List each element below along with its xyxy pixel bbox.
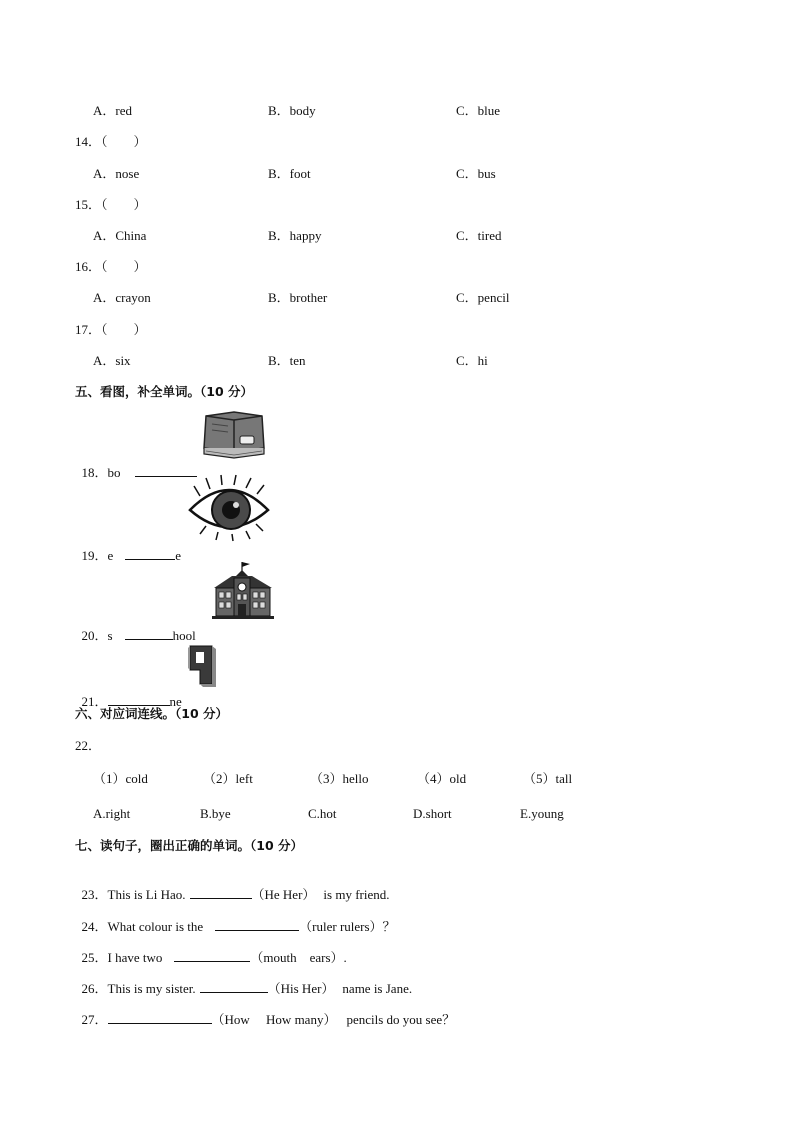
q17-option-c: C．hi: [456, 353, 488, 368]
q14-option-a: A．nose: [93, 166, 140, 181]
match-answer[interactable]: D.short: [413, 806, 452, 821]
q27-text-end: pencils do you see？: [346, 1012, 456, 1027]
q16-option-b: B．brother: [268, 290, 328, 305]
q22-number: 22．: [75, 738, 102, 753]
eye-icon: [186, 474, 272, 542]
match-word[interactable]: （1）cold: [93, 771, 148, 786]
match-answer[interactable]: C.hot: [308, 806, 337, 821]
q21-number: 21．: [81, 694, 108, 709]
q20-line: [75, 611, 196, 644]
q26-blank[interactable]: [200, 980, 268, 993]
match-word[interactable]: （2）left: [203, 771, 253, 786]
q26-text: 26．This is my sister.: [81, 981, 196, 996]
q24-blank[interactable]: [215, 918, 299, 931]
q15-option-b: B．happy: [268, 228, 322, 243]
q21-suffix: ne: [169, 694, 182, 709]
book-icon: [198, 408, 270, 460]
q19-line: [75, 531, 181, 564]
q14-option-c: C．bus: [456, 166, 496, 181]
q17-option-a: A．six: [93, 353, 131, 368]
q27-number: 27．: [81, 1012, 108, 1027]
q17-option-b: B．ten: [268, 353, 306, 368]
q21-blank[interactable]: [108, 693, 170, 706]
q25-text: 25．I have two: [81, 950, 163, 965]
q24-choices[interactable]: （ruler rulers）？: [299, 919, 396, 934]
q18-number: 18．bo: [81, 465, 121, 480]
q24-line: [75, 902, 396, 935]
q13-option-c: C．blue: [456, 103, 501, 118]
match-word[interactable]: （3）hello: [310, 771, 369, 786]
q25-line: [75, 933, 347, 966]
q26-text-end: name is Jane.: [342, 981, 413, 996]
q13-option-a: A．red: [93, 103, 132, 118]
q14-option-b: B．foot: [268, 166, 311, 181]
q24-text: 24．What colour is the: [81, 919, 204, 934]
q18-line: [75, 448, 197, 481]
match-answer[interactable]: A.right: [93, 806, 131, 821]
q25-blank[interactable]: [174, 949, 250, 962]
q19-number: 19．e: [81, 548, 114, 563]
match-word[interactable]: （4）old: [417, 771, 467, 786]
match-answer[interactable]: E.young: [520, 806, 564, 821]
q20-suffix: hool: [172, 628, 196, 643]
q23-blank[interactable]: [190, 886, 252, 899]
section5-heading: 五、看图，补全单词。（10 分）: [75, 384, 253, 399]
match-answer[interactable]: B.bye: [200, 806, 231, 821]
number-nine-icon: [184, 642, 218, 688]
q27-blank[interactable]: [108, 1011, 212, 1024]
section6-heading: 六、对应词连线。（10 分）: [75, 706, 228, 721]
q16-option-c: C．pencil: [456, 290, 510, 305]
q14-stem: 14．（ ）: [75, 134, 147, 149]
q19-blank[interactable]: [125, 547, 175, 560]
school-icon: [210, 560, 276, 620]
q27-line: [75, 995, 455, 1028]
q16-stem: 16．（ ）: [75, 259, 147, 274]
q23-choices[interactable]: （He Her）: [251, 887, 316, 902]
q23-text-end: is my friend.: [323, 887, 390, 902]
match-word[interactable]: （5）tall: [523, 771, 573, 786]
q26-choices[interactable]: （His Her）: [267, 981, 335, 996]
q17-stem: 17．（ ）: [75, 322, 147, 337]
q26-line: [75, 964, 412, 997]
q23-line: [75, 870, 389, 903]
q13-option-b: B．body: [268, 103, 316, 118]
q15-option-c: C．tired: [456, 228, 502, 243]
q15-stem: 15．（ ）: [75, 197, 147, 212]
q23-text: 23．This is Li Hao.: [81, 887, 186, 902]
q20-number: 20．s: [81, 628, 113, 643]
q27-choices[interactable]: （How How many）: [211, 1012, 337, 1027]
section7-heading: 七、读句子，圈出正确的单词。（10 分）: [75, 838, 303, 853]
q25-choices[interactable]: （mouth ears）.: [250, 950, 347, 965]
q15-option-a: A．China: [93, 228, 147, 243]
q20-blank[interactable]: [125, 627, 173, 640]
q16-option-a: A．crayon: [93, 290, 151, 305]
q19-suffix: e: [175, 548, 182, 563]
